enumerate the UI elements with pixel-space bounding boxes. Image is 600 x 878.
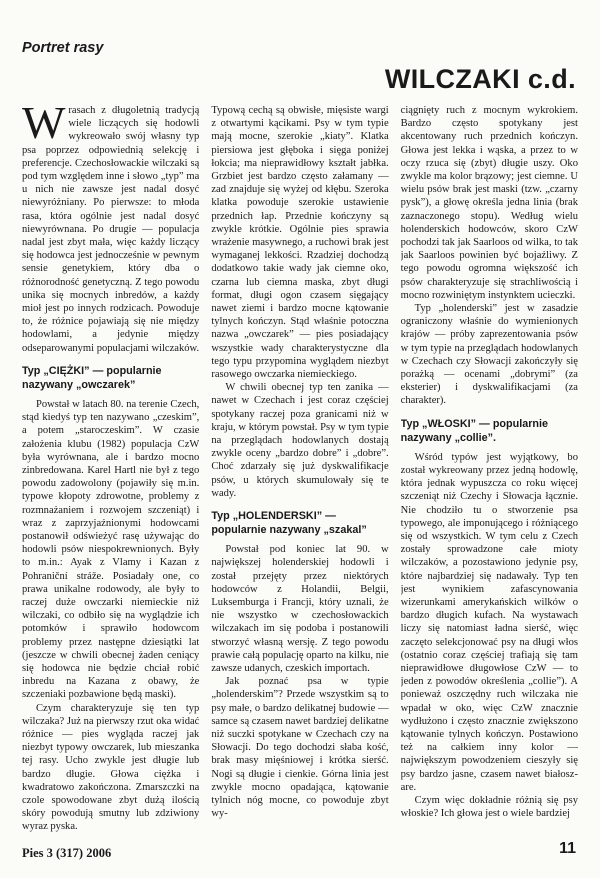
paragraph: Powstał w latach 80. na terenie Czech, stąd kiedyś typ ten nazywano „czeskim”, a potem „staroczeskim”. W czasie założenia klubu (1982) populacja CzW była wyrównana, ale i bardzo mocno zinbredowana. Karel Hartl nie był z tego powodu zadowolony (pojawiły się m.in. typowe kłopoty zdrowotne, problemy z rozmnażaniem i rozwojem szczeniąt) i wraz z zaprzyjaźnionymi hodowcami postanowił odświeżyć rasę używając do hodowli psów niespokrewnionych. Były to m.in.: Ayak z Vlamy i Kazan z Pohraniční stráže. Posiadały one, co prawa unikalne rodowody, ale były to raczej duże owczarki niemieckie niż wilczaki, co odbiło się na wyglądzie ich potomków i sprawiło hodowcom problemy przez następne dziesiątki lat (jeszcze w chwili obecnej żaden ceniący się hodowca nie będzie chciał robić inbredu na Kazana z obawy, że szczeniaki pozbawione będą maski). [22,398,200,701]
column-3 [401,104,578,832]
column-2 [211,104,388,832]
intro-paragraph [22,104,199,355]
issue-label: Pies 3 (317) 2006 [22,846,112,860]
paragraph: Typ „holenderski” jest w zasadzie ograniczony właśnie do wymienionych krajów — próby zaprezentowania psów w tym typie na przeglądach hodowlanych w Czechach czy Słowacji zakończyły się porażką — ocenami „dobrymi” (za eksterier) i dyskwalifikacjami (za charakter). [400,303,578,407]
intro-text: rasach z długoletnią tradycją wiele liczących się hodowli wykreowało swój własny typ psa poprzez odpowiednią selekcję i preferencje. Czechosłowackie wilczaki są pod tym względem inne i słowo „typ” ma u nich nie zawsze jest nadal dosyć niewyróżniany. Po pierwsze: to młoda rasa, która ogólnie jest nadal dosyć niewyrównana. Po drugie — populacja nadal jest zbyt mała, więc każdy liczący się hodowca jest jednocześnie w pewnym sensie genetykiem, który dba o różnorodność genetyczną. Z tego powodu unika się mocnych inbredów, a każdy mioł jest po innych rodzicach. Powoduje to, że różnice pojawiają się nie między hodowlami, a jedynie między odseparowanymi populacjami wilczaków. [22,105,200,354]
paragraph: Wśród typów jest wyjątkowy, bo został wykreowany przez jedną hodowlę, która jednak wypuszcza co roku więcej szczeniąt niż Czechy i Słowacja łącznie. Nie chodziło tu o stworzenie psa typowego, ale imponującego i różniącego się od wszystkich. W tym celu z Czech zostały sprowadzone całe mioty wilczaków, a pozostawiono jedynie psy, które najbardziej się nadawały. Typ ten jest wynikiem zafascynowania wizerunkami amerykańskich wilków o bardzo długich kufach. Na wystawach liczy się natomiast ładna sierść, więc zaczęto selekcjonować psy na długi włos (ostatnio coraz częściej trafiają się tam nieprawidłowe długowłose CzW — to jeden z powodów określenia „collie”). A ponieważ oszczędny ruch wilczaka nie wpadał w oko, więc CzW znacznie wydłużono i często znacznie zwiększono kątowanie tylnych kończyn. Postawiono też na całkiem inny kolor — największym powodzeniem cieszyły się psy bardzo jasne, czasem nawet białoszare. [400,451,578,793]
paragraph: Czym więc dokładnie różnią się psy włoskie? Ich głowa jest o wiele bardziej [400,795,578,820]
paragraph: Czym charakteryzuje się ten typ wilczaka? Już na pierwszy rzut oka widać różnice — pies wygląda raczej jak niezbyt typowy owczarek, lub mieszanka tej rasy. Ucho zwykle jest długie lub bardzo długie. Głowa ciężka i kwadratowo zakończona. Zmarszczki na czole spowodowane zbyt dużą ilością skóry powodują smutny lub zdziwiony wyraz pyska. [22,702,200,832]
subheading-dutch-type: Typ „HOLENDERSKI” — popularnie nazywany „szakal” [211,510,367,537]
subheading-italian-type: Typ „WŁOSKI” — popularnie nazywany „collie”. [400,417,549,444]
paragraph: Jak poznać psa w typie „holenderskim”? Przede wszystkim są to psy małe, o bardzo delikatnej budowie — samce są czasem nawet bardziej delikatne niż suczki spotykane w Czechach czy na Słowacji. Do tego dochodzi słaba kość, brak masy mięśniowej i krótka sierść. Nogi są długie i cienkie. Górna linia jest zwykle mocno opadająca, kątowanie tylnich nóg mocne, co powoduje zbyt wy- [211,676,389,820]
paragraph: ciągnięty ruch z mocnym wykrokiem. Bardzo często spotykany jest akcentowany ruch przednich kończyn. Głowa jest lekka i wąska, a przez to w oczy rzuca się (zbyt) długie uszy. Oko zwykle ma kolor brązowy; jest ciemne. U wielu psów brak jest maski (tzw. „czarny pysk”), a głowę określa jedna linia (brak zaznaczonego stopu). Według wielu holenderskich hodowców, skoro CzW pochodzi tak jak Saarloos od wilka, to tak jak Saarloos powinien być bojaźliwy. Z tego powodu ogromna większość ich psów charakteryzuje się strachliwością i mocno rozwiniętym instynktem ucieczki. [400,105,578,301]
drop-cap: W [22,104,66,148]
column-1 [22,104,199,832]
article-body [22,104,578,832]
article-title: WILCZAKI c.d. [384,64,576,94]
subheading-heavy-type: Typ „CIĘŻKI” — popularnie nazywany „owczarek” [22,364,162,391]
paragraph: W chwili obecnej typ ten zanika — nawet w Czechach i jest coraz częściej spotykany raczej poza granicami niż w kraju, w którym powstał. Psy w tym typie na przeglądach hodowlanych dostają zwykle oceny „bardzo dobre” i „dobre”. Choć zdarzały się już dyskwalifikacje psów, u których skumulowały się te wady. [211,382,389,499]
paragraph: Typową cechą są obwisłe, mięsiste wargi z otwartymi kącikami. Psy w tym typie mają mocne, szerokie „kiaty”. Klatka piersiowa jest głęboka i sięga poniżej łokcia; ma nieprawidłowy kształt jabłka. Grzbiet jest bardzo często załamany — zad znajduje się wyżej od kłębu. Szeroka klatka powoduje szerokie ustawienie przednich łap. Przednie kończyny są zwykle krótkie. Ogólnie pies sprawia wrażenie masywnego, a ruchowi brak jest wymaganej lekkości. Rzadziej dochodzą dodatkowo takie wady jak ciemne oko, czarna lub ciemna maska, zbyt długi format, długi ogon czasem sięgający nawet ziemi i bardzo mocne kątowanie tylnych kończyn. Stąd właśnie potoczna nazwa „owczarek” — pies posiadający wszystkie wady charakterystyczne dla tego typu przypomina wyglądem niezbyt rasowego owczarka niemieckiego. [211,105,389,381]
paragraph: Powstał pod koniec lat 90. w największej holenderskiej hodowli i został przejęty przez niektórych hodowców z Holandii, Belgii, Luksemburga i Francji, który uznali, że nie wszystko w czechosłowackich wilczakach im się podoba i postanowili stworzyć własną wersję. Z tego powodu prawie całą populację oparto na kilku, nie zawsze udanych, czeskich importach. [211,544,389,674]
section-label: Portret rasy [22,40,104,56]
page-number: 11 [559,840,576,857]
